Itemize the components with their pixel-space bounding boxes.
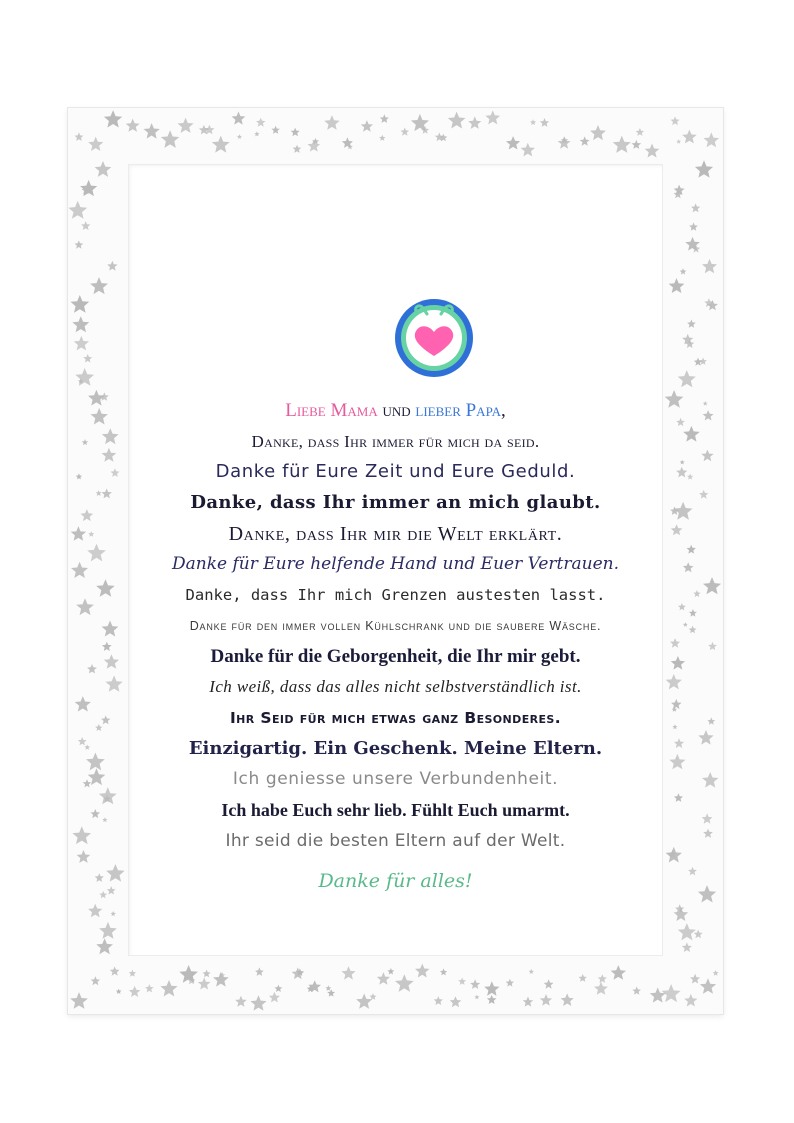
star-icon (475, 995, 480, 1000)
star-icon (250, 995, 266, 1010)
star-icon (292, 967, 304, 979)
star-icon (198, 977, 211, 989)
star-icon (580, 136, 590, 145)
star-icon (291, 128, 300, 137)
greeting-papa: lieber Papa (415, 400, 501, 421)
star-icon (561, 993, 574, 1006)
star-icon (506, 136, 520, 149)
star-icon (325, 985, 331, 991)
star-icon (91, 976, 100, 985)
star-icon (694, 930, 703, 939)
star-icon (415, 964, 430, 978)
star-icon (684, 994, 697, 1007)
star-icon (701, 450, 713, 462)
star-icon (387, 968, 394, 975)
star-icon (458, 978, 466, 985)
star-icon (662, 984, 681, 1002)
star-icon (74, 336, 89, 351)
star-icon (254, 131, 259, 136)
star-icon (161, 130, 180, 148)
star-icon (237, 134, 242, 139)
star-icon (99, 922, 117, 939)
star-icon (689, 222, 698, 230)
star-icon (645, 144, 660, 158)
star-icon (703, 829, 713, 838)
star-icon (361, 120, 373, 132)
star-icon (703, 577, 721, 594)
star-icon (126, 119, 140, 132)
star-icon (448, 112, 466, 129)
star-icon (293, 145, 302, 153)
greeting-and: und (377, 400, 416, 421)
star-icon (256, 118, 266, 127)
star-icon (676, 139, 681, 144)
star-icon (107, 886, 116, 894)
star-icon (75, 240, 84, 248)
star-icon (102, 817, 107, 822)
greeting-mama: Liebe Mama (285, 400, 378, 421)
poem-line: Ich geniesse unsere Verbundenheit. (232, 769, 559, 790)
star-icon (671, 656, 685, 670)
star-icon (670, 507, 679, 515)
star-icon (255, 967, 264, 976)
poem-line: Danke für die Geborgenheit, die Ihr mir gebt. (210, 645, 581, 667)
star-icon (88, 137, 103, 151)
star-icon (708, 642, 717, 650)
star-icon (700, 978, 716, 993)
star-icon (72, 826, 91, 844)
star-icon (105, 675, 122, 691)
star-icon (676, 467, 687, 478)
star-icon (540, 994, 552, 1006)
picture-frame (68, 108, 723, 1014)
greeting-line (128, 396, 663, 427)
star-icon (666, 674, 682, 689)
star-icon (401, 128, 410, 136)
star-icon (523, 997, 534, 1007)
star-icon (693, 590, 700, 597)
poem-text (128, 396, 663, 897)
star-icon (544, 979, 554, 988)
poem-line: Danke für den immer vollen Kühlschrank und die saubere Wäsche. (189, 618, 602, 633)
star-icon (80, 180, 97, 196)
star-icon (99, 891, 107, 898)
star-icon (104, 654, 119, 669)
star-icon (129, 986, 141, 997)
star-icon (713, 970, 719, 976)
star-icon (671, 116, 680, 125)
star-icon (76, 473, 82, 479)
star-icon (506, 979, 514, 987)
star-icon (683, 426, 700, 442)
star-icon (377, 972, 390, 985)
star-icon (450, 996, 462, 1007)
closing-line: Danke für alles! (318, 870, 473, 893)
star-icon (579, 974, 587, 982)
star-icon (470, 979, 480, 989)
star-icon (111, 911, 116, 916)
star-icon (71, 562, 88, 578)
star-icon (178, 118, 194, 133)
star-icon (87, 664, 97, 673)
star-icon (687, 320, 696, 328)
star-icon (682, 942, 692, 952)
star-icon (235, 996, 247, 1007)
star-icon (102, 489, 112, 499)
star-icon (75, 368, 94, 386)
star-icon (88, 390, 105, 406)
star-icon (702, 813, 713, 823)
star-icon (232, 112, 246, 125)
star-icon (271, 126, 280, 134)
star-icon (703, 410, 714, 420)
star-icon (95, 724, 102, 731)
poem-line: Danke für Eure helfende Hand und Euer Vertrauen. (172, 554, 619, 575)
star-icon (96, 579, 115, 597)
star-icon (145, 984, 154, 992)
star-icon (91, 408, 108, 425)
star-icon (678, 603, 686, 610)
star-icon (324, 115, 339, 130)
star-icon (665, 390, 684, 408)
star-icon (68, 201, 87, 219)
star-icon (707, 717, 715, 724)
poem-line: Danke für Eure Zeit und Eure Geduld. (215, 461, 576, 483)
star-icon (594, 982, 608, 995)
star-icon (102, 621, 119, 637)
star-icon (632, 987, 641, 995)
star-icon (96, 490, 102, 496)
star-icon (590, 125, 606, 140)
star-icon (327, 989, 335, 996)
star-icon (102, 428, 119, 444)
star-icon (683, 562, 694, 572)
star-icon (678, 923, 696, 940)
star-icon (699, 490, 708, 499)
star-icon (76, 598, 94, 615)
star-icon (440, 968, 447, 975)
poem-line: Danke, dass Ihr immer für mich da seid. (251, 431, 540, 451)
poem-line: Danke, dass Ihr mir die Welt erklärt. (228, 522, 563, 545)
star-icon (671, 699, 682, 709)
star-icon (106, 864, 124, 882)
star-icon (487, 995, 497, 1004)
star-icon (144, 123, 160, 139)
star-icon (540, 118, 549, 127)
star-icon (669, 754, 685, 769)
star-icon (484, 981, 499, 996)
star-icon (687, 474, 693, 480)
star-icon (101, 715, 110, 724)
star-icon (86, 753, 105, 771)
star-icon (275, 985, 283, 992)
poem-line: Ihr seid die besten Eltern auf der Welt. (225, 830, 566, 851)
star-icon (521, 143, 535, 157)
star-icon (704, 132, 720, 147)
star-icon (529, 969, 534, 974)
star-icon (672, 724, 677, 729)
star-icon (71, 295, 90, 313)
star-icon (82, 439, 89, 445)
star-icon (702, 259, 717, 273)
star-icon (530, 119, 536, 125)
star-icon (689, 609, 697, 617)
star-icon (670, 638, 680, 648)
star-icon (698, 885, 716, 902)
star-icon (111, 468, 120, 477)
star-icon (411, 114, 429, 131)
star-icon (342, 966, 356, 979)
star-icon (690, 974, 700, 984)
star-icon (682, 130, 697, 144)
star-icon (395, 974, 414, 992)
star-icon (671, 524, 683, 535)
star-icon (91, 809, 101, 818)
star-icon (81, 509, 94, 521)
star-icon (370, 993, 377, 1000)
poem-line: Einzigartig. Ein Geschenk. Meine Eltern. (188, 737, 603, 759)
poem-line: Ich weiß, dass das alles nicht selbstverständlich ist. (209, 677, 582, 697)
star-icon (669, 278, 685, 293)
star-icon (110, 966, 120, 975)
star-icon (100, 392, 109, 401)
star-icon (613, 136, 631, 153)
star-icon (75, 132, 84, 141)
star-icon (71, 526, 86, 541)
star-icon (116, 989, 122, 994)
star-icon (695, 160, 713, 177)
star-icon (380, 114, 389, 123)
star-icon (72, 316, 89, 332)
poem-line: Danke, dass Ihr mich Grenzen austesten lasst. (185, 586, 606, 605)
star-icon (687, 545, 695, 553)
star-icon (379, 135, 385, 141)
greeting-comma: , (501, 400, 506, 421)
star-icon (468, 116, 481, 128)
star-icon (107, 261, 117, 271)
heart-in-hands-icon (394, 298, 474, 378)
poem-line: Danke, dass Ihr immer an mich glaubt. (190, 492, 601, 514)
star-icon (689, 626, 697, 633)
poem-line: Ich habe Euch sehr lieb. Fühlt Euch umarmt. (221, 799, 570, 820)
star-icon (129, 970, 136, 977)
star-icon (680, 460, 685, 465)
star-icon (95, 873, 104, 882)
star-icon (203, 970, 211, 978)
star-icon (96, 938, 113, 954)
star-icon (598, 974, 607, 983)
star-icon (680, 268, 687, 274)
star-icon (90, 277, 108, 294)
star-icon (674, 793, 683, 802)
star-icon (702, 772, 719, 788)
star-icon (703, 401, 708, 406)
star-icon (87, 544, 106, 562)
star-icon (698, 730, 713, 745)
poster-paper (128, 164, 663, 956)
star-icon (104, 110, 122, 127)
star-icon (611, 965, 627, 980)
star-icon (99, 787, 117, 804)
star-icon (485, 110, 500, 124)
star-icon (75, 696, 91, 711)
star-icon (269, 992, 280, 1003)
star-icon (70, 992, 88, 1009)
star-icon (650, 988, 666, 1003)
star-icon (88, 531, 94, 537)
star-icon (78, 737, 87, 745)
star-icon (674, 738, 684, 748)
star-icon (678, 370, 696, 387)
star-icon (84, 745, 90, 750)
star-icon (88, 904, 102, 918)
star-icon (688, 867, 697, 875)
star-icon (676, 418, 685, 426)
star-icon (160, 980, 177, 996)
star-icon (83, 779, 92, 787)
star-icon (212, 136, 230, 153)
star-icon (81, 221, 90, 230)
star-icon (683, 622, 688, 627)
star-icon (102, 642, 112, 651)
star-icon (691, 203, 700, 212)
star-icon (672, 707, 677, 712)
star-icon (434, 996, 443, 1005)
star-icon (213, 972, 229, 987)
star-icon (83, 354, 92, 363)
star-icon (636, 128, 644, 136)
poem-line: Ihr Seid für mich etwas ganz Besonderes. (229, 708, 562, 727)
star-icon (77, 850, 91, 863)
star-icon (102, 448, 117, 462)
star-icon (632, 140, 642, 149)
star-icon (95, 161, 112, 177)
